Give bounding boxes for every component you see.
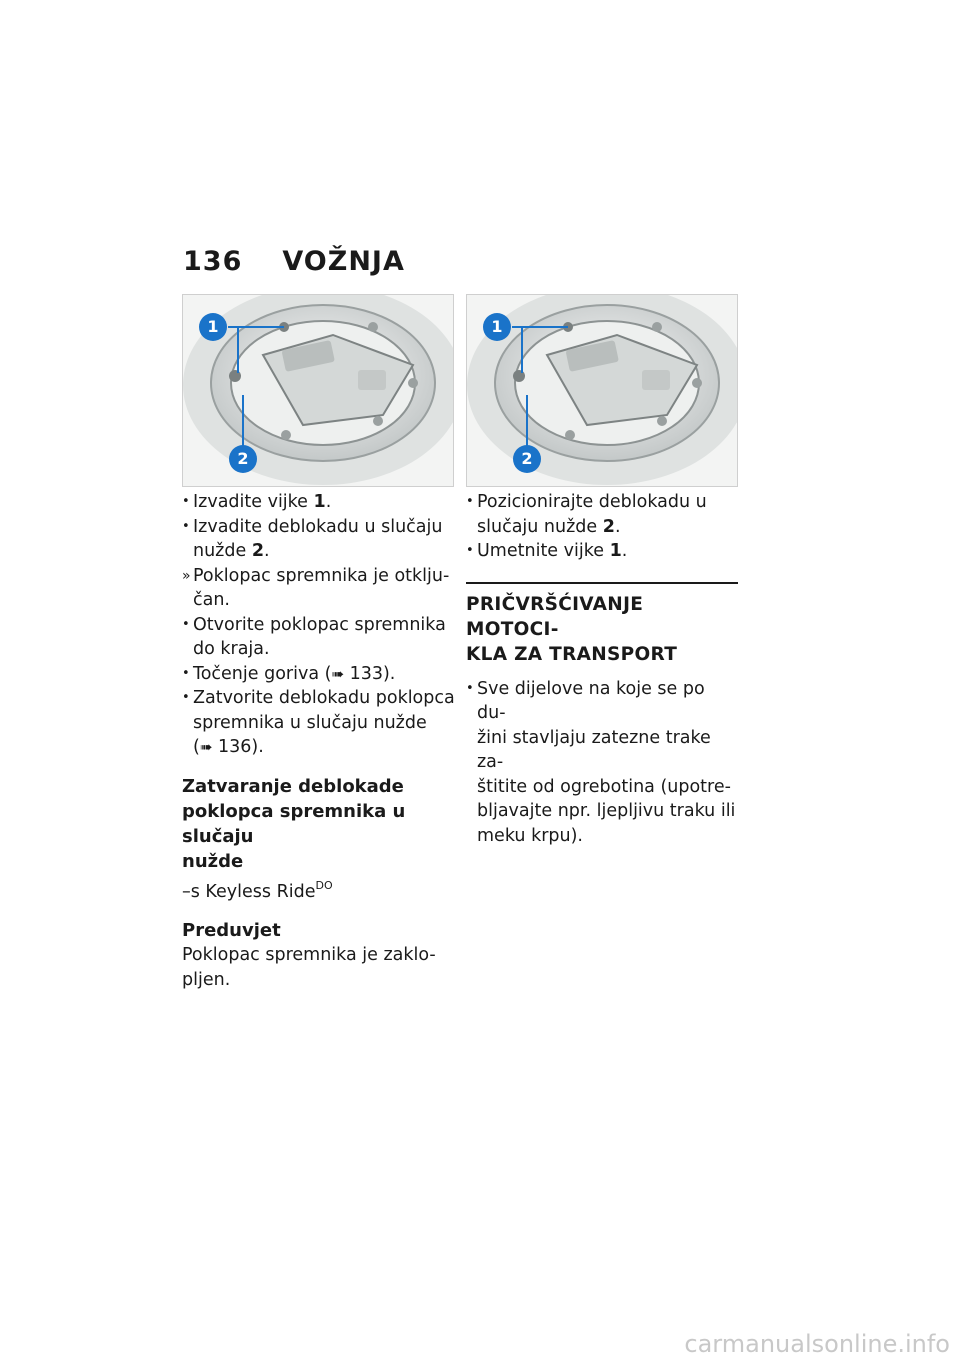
section-divider: [466, 582, 738, 667]
bullet-marker: •: [182, 518, 190, 534]
page-header: [183, 246, 405, 277]
prerequisite-text: Poklopac spremnika je zaklo- pljen.: [182, 945, 436, 990]
step-continuation: slučaju nužde 2.: [477, 516, 621, 537]
fuel-cap-figure-1: [182, 294, 454, 487]
subsection-heading: Zatvaranje deblokade poklopca spremnika u slučaju nužde: [182, 775, 406, 872]
step-item: • Izvadite deblokadu u slučaju: [182, 515, 457, 540]
section-heading: PRIČVRŠĆIVANJE MOTOCI- KLA ZA TRANSPORT: [466, 593, 678, 665]
page-ref-arrow-icon[interactable]: ➠: [199, 738, 213, 756]
bullet-list: • Sve dijelove na koje se po du- žini stavljaju zatezne trake za- štitite od ogrebotina (upotre- bljavajte npr. ljepljivu traku ili meku krpu).: [466, 677, 738, 849]
callout-1: 1: [207, 317, 219, 336]
callout-2: 2: [237, 449, 249, 468]
step-continuation: do kraja.: [193, 639, 270, 659]
list-item: • Sve dijelove na koje se po du-: [466, 678, 705, 723]
bullet-marker: •: [182, 616, 190, 632]
step-item: • Točenje goriva (➠ 133).: [182, 662, 457, 687]
right-column: [466, 490, 738, 848]
bullet-marker: •: [466, 543, 474, 558]
step-continuation: nužde 2.: [193, 541, 270, 561]
step-continuation: (➠ 136).: [193, 737, 264, 757]
bullet-marker: •: [182, 690, 190, 705]
result-marker: »: [182, 567, 191, 584]
equipment-condition: –s Keyless Ride$^{DO}$: [182, 878, 333, 902]
prerequisite-heading: Preduvjet: [182, 920, 281, 941]
page-number: 136: [183, 246, 243, 277]
callout-1: 1: [491, 317, 503, 336]
step-item: • Izvadite vijke 1.: [182, 490, 457, 515]
page-ref-link[interactable]: 136).: [212, 737, 264, 757]
chapter-title: VOŽNJA: [282, 246, 405, 277]
page-ref-arrow-icon[interactable]: ➠: [331, 664, 345, 683]
step-item: • Pozicionirajte deblokadu u: [466, 490, 738, 515]
bullet-marker: •: [182, 665, 190, 681]
watermark: carmanualsonline.info: [684, 1330, 950, 1358]
bullet-marker: •: [182, 494, 190, 509]
step-continuation: čan.: [193, 590, 230, 610]
fuel-cap-figure-2: [466, 294, 738, 487]
option-superscript: DO: [315, 878, 333, 892]
ref-number: 2: [251, 541, 264, 561]
ref-number: 2: [602, 516, 615, 537]
ref-number: 1: [313, 492, 326, 512]
bullet-marker: •: [466, 494, 474, 509]
step-item: • Umetnite vijke 1.: [466, 539, 738, 564]
fuel-cap-illustration: [467, 295, 737, 486]
step-continuation: spremnika u slučaju nužde: [193, 712, 427, 733]
callout-2: 2: [521, 449, 533, 468]
fuel-cap-illustration: [183, 295, 453, 486]
left-column: [182, 490, 457, 992]
result-item: » Poklopac spremnika je otklju-: [182, 564, 457, 589]
bullet-marker: •: [466, 680, 474, 696]
page-ref-link[interactable]: 133).: [344, 663, 396, 684]
ref-number: 1: [609, 541, 622, 561]
step-item: • Zatvorite deblokadu poklopca: [182, 686, 457, 711]
step-item: • Otvorite poklopac spremnika: [182, 613, 457, 638]
